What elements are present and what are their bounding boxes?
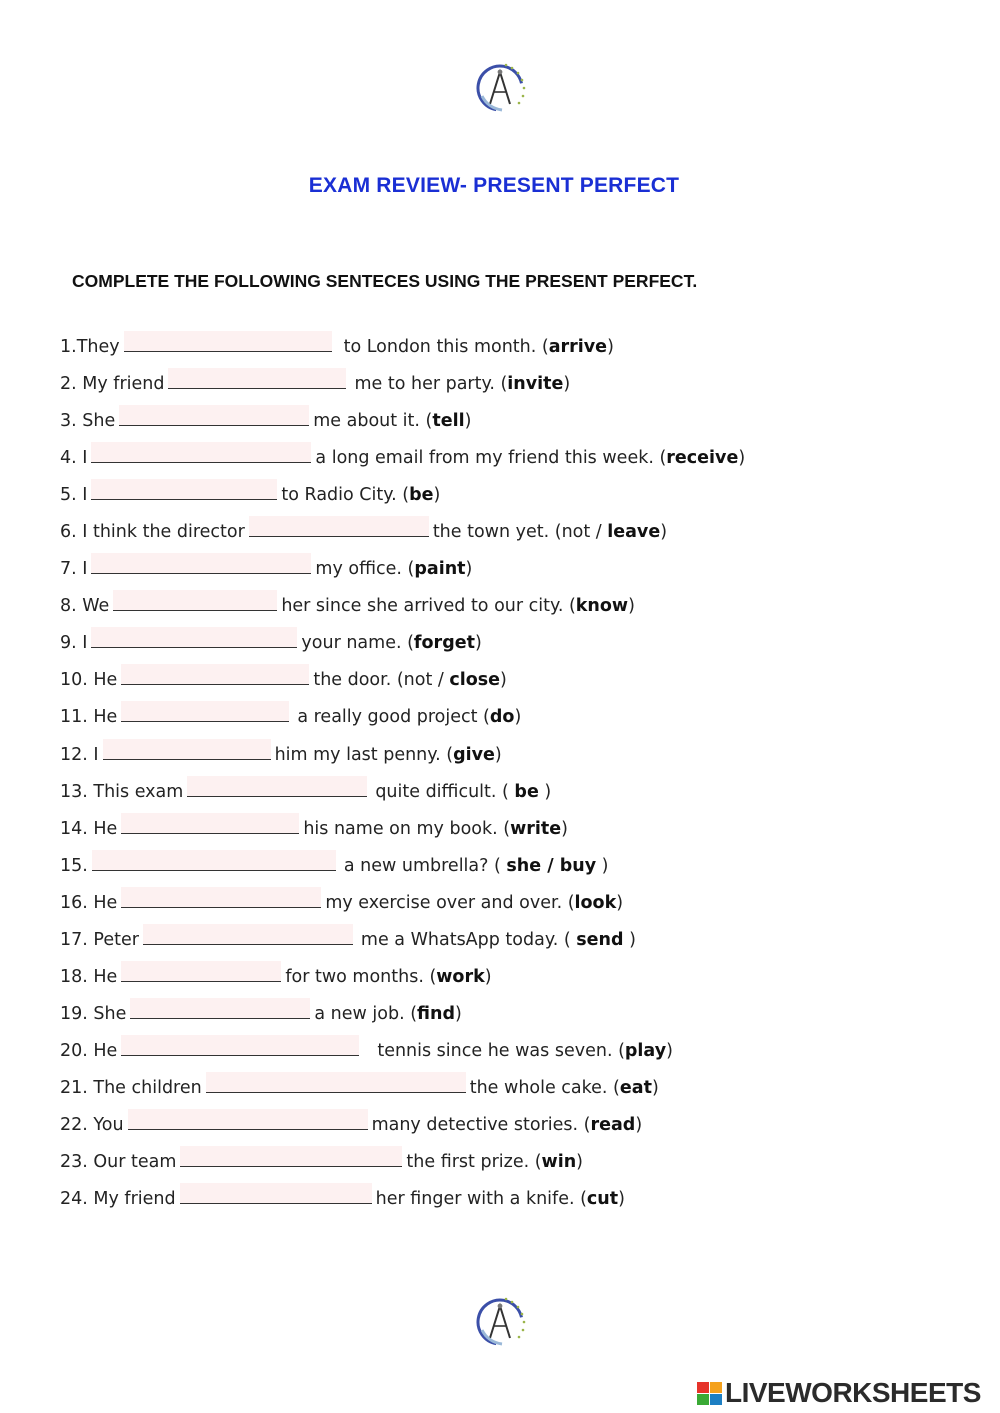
item-prefix: 21. The children	[60, 1077, 202, 1098]
item-close: )	[623, 929, 636, 950]
item-close: )	[618, 1189, 625, 1210]
answer-blank[interactable]	[91, 553, 311, 574]
item-close: )	[563, 374, 571, 395]
item-suffix: many detective stories. (	[371, 1114, 591, 1135]
exercise-item	[60, 664, 960, 701]
base-verb: paint	[414, 559, 466, 580]
item-close: )	[538, 781, 552, 802]
base-verb: work	[436, 966, 485, 987]
item-prefix: 13. This exam	[60, 781, 184, 802]
base-verb: do	[489, 707, 515, 728]
exercise-item	[60, 739, 960, 776]
compass-logo-icon	[468, 56, 532, 120]
item-close: )	[514, 707, 522, 728]
item-prefix: 3. She	[60, 411, 116, 432]
answer-blank[interactable]	[187, 776, 367, 797]
item-prefix: 22. You	[60, 1114, 124, 1135]
item-suffix: a long email from my friend this week. (	[315, 448, 667, 469]
item-prefix: 16. He	[60, 892, 118, 913]
base-verb: give	[453, 744, 495, 765]
item-prefix: 4. I	[60, 448, 88, 469]
exercise-item	[60, 1146, 960, 1183]
brand-name: LIVEWORKSHEETS	[725, 1377, 981, 1408]
answer-blank[interactable]	[121, 813, 299, 834]
exercise-item	[60, 887, 960, 924]
item-suffix: for two months. (	[285, 966, 437, 987]
base-verb: play	[624, 1040, 667, 1061]
exercise-item	[60, 516, 960, 553]
item-suffix: quite difficult. (	[375, 781, 515, 802]
item-suffix: a really good project (	[297, 707, 490, 728]
exercise-item	[60, 1035, 960, 1072]
instruction-text: COMPLETE THE FOLLOWING SENTECES USING THE PRESENT PERFECT.	[72, 271, 698, 291]
item-suffix: the first prize. (	[406, 1152, 542, 1173]
base-verb: forget	[413, 633, 475, 654]
item-prefix: 9. I	[60, 633, 88, 654]
liveworksheets-logo-icon	[697, 1382, 723, 1406]
item-close: )	[635, 1114, 643, 1135]
item-close: )	[738, 448, 746, 469]
item-close: )	[660, 522, 668, 543]
item-close: )	[455, 1003, 462, 1024]
exercise-item	[60, 998, 960, 1035]
item-prefix: 24. My friend	[60, 1189, 176, 1210]
item-prefix: 1.They	[60, 337, 120, 357]
item-close: )	[474, 633, 482, 654]
item-suffix: his name on my book. (	[303, 818, 511, 839]
item-prefix: 11. He	[60, 707, 118, 728]
exercise-item	[60, 627, 960, 664]
item-close: )	[616, 892, 624, 913]
answer-blank[interactable]	[180, 1146, 402, 1167]
item-suffix: a new umbrella? (	[343, 855, 507, 876]
base-verb: be	[409, 485, 434, 506]
base-verb: write	[510, 818, 562, 839]
answer-blank[interactable]	[91, 442, 311, 463]
page-title: EXAM REVIEW- PRESENT PERFECT	[308, 174, 680, 197]
item-suffix: the town yet. (not /	[432, 522, 608, 543]
answer-blank[interactable]	[143, 924, 353, 945]
answer-blank[interactable]	[91, 627, 297, 648]
answer-blank[interactable]	[103, 739, 271, 760]
exercise-item	[60, 776, 960, 813]
answer-blank[interactable]	[92, 850, 336, 871]
item-close: )	[576, 1152, 583, 1173]
answer-blank[interactable]	[91, 479, 277, 500]
answer-blank[interactable]	[249, 516, 429, 537]
exercise-item	[60, 479, 960, 516]
answer-blank[interactable]	[130, 998, 310, 1019]
answer-blank[interactable]	[119, 405, 309, 426]
base-verb: receive	[666, 448, 739, 469]
item-prefix: 23. Our team	[60, 1152, 177, 1173]
base-verb: look	[574, 892, 617, 913]
answer-blank[interactable]	[206, 1072, 466, 1093]
base-verb: send	[576, 929, 624, 950]
compass-logo-icon	[468, 1290, 532, 1354]
item-close: )	[484, 966, 492, 987]
base-verb: close	[449, 670, 501, 691]
item-suffix: the whole cake. (	[469, 1077, 620, 1098]
item-prefix: 8. We	[60, 596, 110, 617]
item-suffix: him my last penny. (	[274, 744, 454, 765]
item-suffix: my exercise over and over. (	[325, 892, 575, 913]
item-suffix: to London this month. (	[343, 337, 549, 357]
item-prefix: 10. He	[60, 670, 118, 691]
item-close: )	[651, 1077, 659, 1098]
item-suffix: a new job. (	[314, 1003, 418, 1024]
exercise-item	[60, 1109, 960, 1146]
item-prefix: 20. He	[60, 1040, 118, 1061]
exercise-item	[60, 442, 960, 479]
item-close: )	[561, 818, 568, 839]
exercise-item	[60, 701, 960, 738]
base-verb: leave	[607, 522, 661, 543]
base-verb: find	[417, 1003, 455, 1024]
exercise-item	[60, 961, 960, 998]
item-prefix: 5. I	[60, 485, 88, 506]
liveworksheets-brand	[697, 1376, 997, 1410]
item-prefix: 6. I think the director	[60, 522, 245, 543]
answer-blank[interactable]	[121, 887, 321, 908]
exercise-item	[60, 1183, 960, 1220]
item-suffix: to Radio City. (	[281, 485, 410, 506]
answer-blank[interactable]	[121, 664, 309, 685]
base-verb: she / buy	[506, 855, 597, 876]
exercise-item	[60, 331, 960, 368]
exercise-list	[60, 331, 960, 1220]
base-verb: know	[575, 596, 629, 617]
answer-blank[interactable]	[124, 331, 332, 352]
item-close: )	[494, 744, 502, 765]
answer-blank[interactable]	[121, 1035, 359, 1056]
base-verb: tell	[432, 411, 465, 432]
item-prefix: 15.	[60, 855, 88, 876]
item-prefix: 7. I	[60, 559, 88, 580]
item-close: )	[666, 1040, 673, 1061]
exercise-item	[60, 405, 960, 442]
item-close: )	[607, 337, 614, 357]
item-suffix: me to her party. (	[354, 374, 508, 395]
item-suffix: her finger with a knife. (	[375, 1189, 587, 1210]
base-verb: cut	[586, 1189, 619, 1210]
answer-blank[interactable]	[128, 1109, 368, 1130]
base-verb: eat	[619, 1077, 652, 1098]
item-prefix: 18. He	[60, 966, 118, 987]
item-prefix: 17. Peter	[60, 929, 139, 950]
item-close: )	[433, 485, 441, 506]
item-close: )	[628, 596, 635, 617]
item-prefix: 2. My friend	[60, 374, 165, 395]
exercise-item	[60, 813, 960, 850]
answer-blank[interactable]	[168, 368, 346, 389]
answer-blank[interactable]	[121, 961, 281, 982]
answer-blank[interactable]	[113, 590, 277, 611]
item-close: )	[464, 411, 472, 432]
exercise-item	[60, 924, 960, 961]
item-suffix: me a WhatsApp today. (	[360, 929, 577, 950]
item-prefix: 19. She	[60, 1003, 127, 1024]
base-verb: invite	[507, 374, 564, 395]
item-prefix: 12. I	[60, 744, 99, 765]
answer-blank[interactable]	[180, 1183, 372, 1204]
exercise-item	[60, 590, 960, 627]
item-suffix: my office. (	[315, 559, 415, 580]
item-suffix: the door. (not /	[313, 670, 450, 691]
exercise-item	[60, 1072, 960, 1109]
item-close: )	[465, 559, 473, 580]
answer-blank[interactable]	[121, 701, 289, 722]
exercise-item	[60, 850, 960, 887]
item-close: )	[500, 670, 507, 691]
base-verb: read	[590, 1114, 636, 1135]
item-prefix: 14. He	[60, 818, 118, 839]
exercise-item	[60, 553, 960, 590]
item-suffix: me about it. (	[313, 411, 433, 432]
exercise-item	[60, 368, 960, 405]
item-suffix: your name. (	[301, 633, 414, 654]
item-suffix: tennis since he was seven. (	[377, 1040, 625, 1061]
item-suffix: her since she arrived to our city. (	[281, 596, 576, 617]
base-verb: be	[514, 781, 539, 802]
item-close: )	[596, 855, 609, 876]
base-verb: win	[541, 1152, 577, 1173]
base-verb: arrive	[548, 337, 608, 357]
